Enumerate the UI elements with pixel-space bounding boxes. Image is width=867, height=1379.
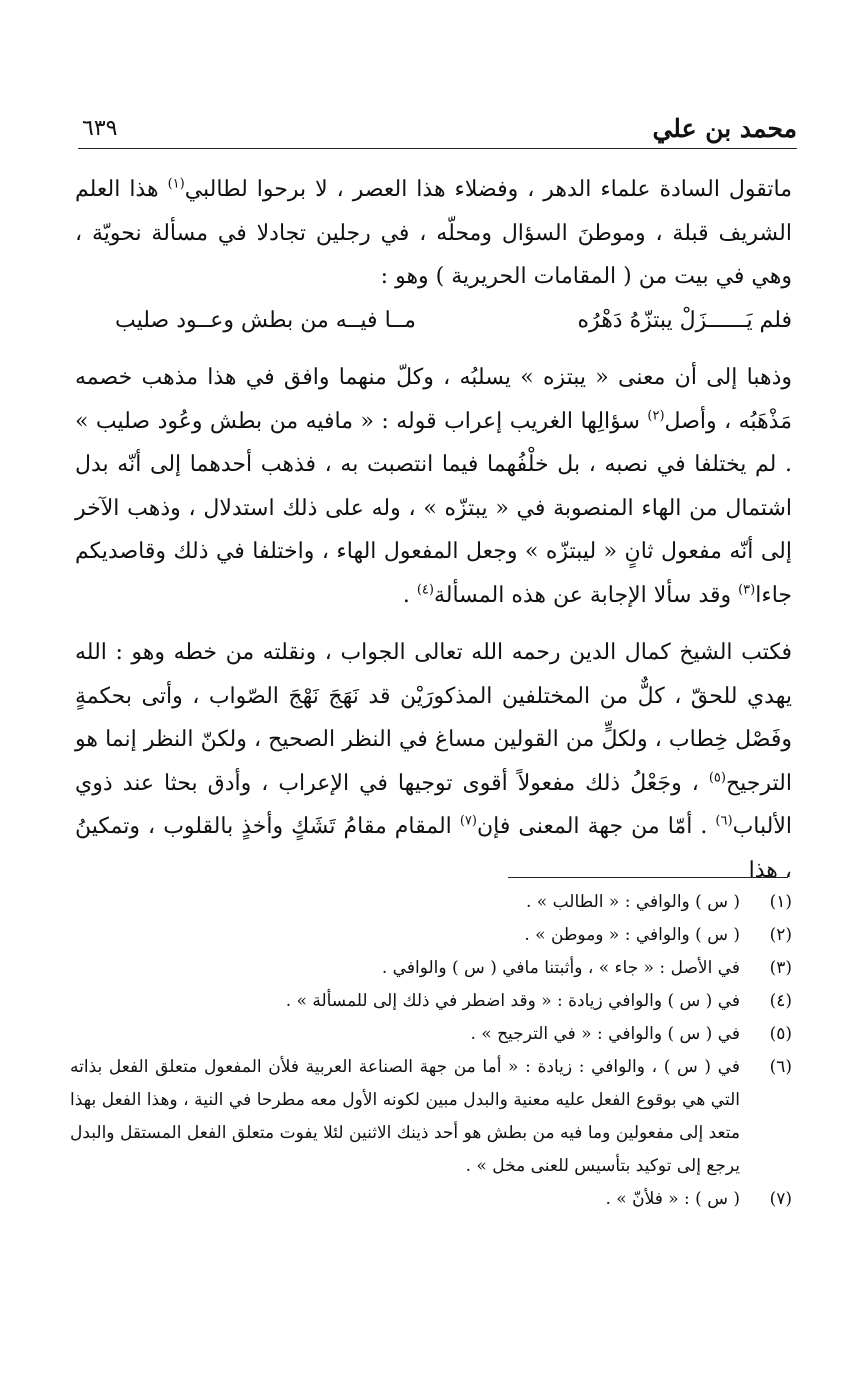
paragraph-3-text-d: المقام مقامُ تَشَكٍ وأخذٍ بالقلوب ، وتمكينُ ، هذا xyxy=(75,814,792,883)
footnote-6 xyxy=(70,1051,792,1183)
footnote-text: في ( س ) والوافي : « في الترجيح » . xyxy=(470,1024,740,1044)
footnote-text: في ( س ) ، والوافي : زيادة : « أما من جهة الصناعة العربية فلأن المفعول متعلق الفعل بذاته التي هي بوقوع الفعل عليه معنية والبدل مبين لكونه الأول معه مطرحا في النية ، وهذا الفعل بهذا متعد إلى مفعولين وما فيه من بطش هو أحد ذينك الاثنين لئلا يفوت متعلق الفعل المستقل والبدل يرجع إلى توكيد بتأسيس للعنى مخل » . xyxy=(70,1057,740,1176)
footnote-text: في ( س ) والوافي زيادة : « وقد اضطر في ذلك إلى للمسألة » . xyxy=(285,991,740,1011)
footnote-text: ( س ) والوافي : « وموطن » . xyxy=(524,925,740,945)
footnote-text: ( س ) : « فلأنّ » . xyxy=(605,1189,740,1209)
paragraph-3-text-a: فكتب الشيخ كمال الدين رحمه الله تعالى الجواب ، ونقلته من خطه وهو : الله يهدي للحقّ ، كلٌّ من المختلفين المذكورَيْن قد نَهَجَ نَهْجَ الصّواب ، وأتى بحكمةٍ وفَصْل خِطاب ، ولكلٍّ من القولين مساغ في النظر الصحيح ، ولكنّ النظر إنما هو الترجيح xyxy=(75,640,792,796)
verse-first-hemistich: فلم يَــــــزَلْ يبتزّهُ دَهْرُه xyxy=(577,307,792,333)
paragraph-2 xyxy=(75,356,792,617)
page-number: ٦٣٩ xyxy=(82,116,118,141)
footnote-ref-6: (٦) xyxy=(715,813,733,829)
paragraph-3-text-b: ، وجَعْلُ ذلك مفعولاً أقوى توجيها في الإعراب ، وأدق بحثا عند ذوي الألباب xyxy=(75,770,792,839)
footnotes xyxy=(70,886,792,1216)
paragraph-3-text-c: . أمّا من جهة المعنى فإن xyxy=(476,814,716,839)
footnote-ref-3: (٣) xyxy=(738,582,756,598)
footnote-ref-2: (٢) xyxy=(647,408,665,424)
paragraph-2-text-d: . xyxy=(402,582,417,608)
footnote-ref-4: (٤) xyxy=(416,582,434,598)
footnote-separator xyxy=(508,877,788,878)
footnote-text: في الأصل : « جاء » ، وأثبتنا مافي ( س ) والوافي . xyxy=(381,958,740,978)
footnote-number: (٤) xyxy=(769,991,792,1011)
footnote-ref-1: (١) xyxy=(167,176,185,192)
footnote-number: (١) xyxy=(769,892,792,912)
paragraph-1-text-a: ماتقول السادة علماء الدهر ، وفضلاء هذا العصر ، لا برحوا لطالبي xyxy=(184,177,793,202)
paragraph-3 xyxy=(75,631,792,892)
footnote-2 xyxy=(70,919,792,952)
poetry-verse xyxy=(75,299,792,343)
footnote-3 xyxy=(70,952,792,985)
paragraph-1-text-b: هذا العلم الشريف قبلة ، وموطنَ السؤال ومحلّه ، في رجلين تجادلا في مسألة نحويّة ، وهي في بيت من ( المقامات الحريرية ) وهو : xyxy=(75,177,792,289)
verse-second-hemistich: مــا فيــه من بطش وعــود صليب xyxy=(115,307,416,333)
footnote-text: ( س ) والوافي : « الطالب » . xyxy=(526,892,740,912)
footnote-number: (٣) xyxy=(769,958,792,978)
footnote-number: (٦) xyxy=(769,1057,792,1077)
footnote-number: (٢) xyxy=(769,925,792,945)
footnote-7 xyxy=(70,1183,792,1216)
footnote-number: (٧) xyxy=(769,1189,792,1209)
page-header xyxy=(78,108,797,149)
paragraph-2-text-c: وقد سألا الإجابة عن هذه المسألة xyxy=(433,582,739,608)
footnote-1 xyxy=(70,886,792,919)
footnote-5 xyxy=(70,1018,792,1051)
paragraph-2-text-b: سؤالِها الغريب إعراب قوله : « مافيه من بطش وعُود صليب » . لم يختلفا في نصبه ، بل خلْفُهما فيما انتصبت به ، فذهب أحدهما إلى أنّه بدل اشتمال من الهاء المنصوبة في « يبتزّه » ، وله على ذلك استدلال ، وذهب الآخر إلى أنّه مفعول ثانٍ « ليبتزّه » وجعل المفعول الهاء ، واختلفا في ذلك وقاصديكم جاءا xyxy=(75,408,792,608)
paragraph-2-text-a: وذهبا إلى أن معنى « يبتزه » يسلبُه ، وكلّ منهما وافق في هذا مذهب خصمه مَذْهَبُه ، وأصل xyxy=(75,365,792,434)
footnote-ref-7: (٧) xyxy=(459,813,477,829)
footnote-ref-5: (٥) xyxy=(708,770,726,786)
running-title: محمد بن علي xyxy=(652,114,797,143)
footnote-4 xyxy=(70,985,792,1018)
paragraph-1 xyxy=(75,168,792,299)
main-text xyxy=(75,168,792,892)
footnote-number: (٥) xyxy=(769,1024,792,1044)
